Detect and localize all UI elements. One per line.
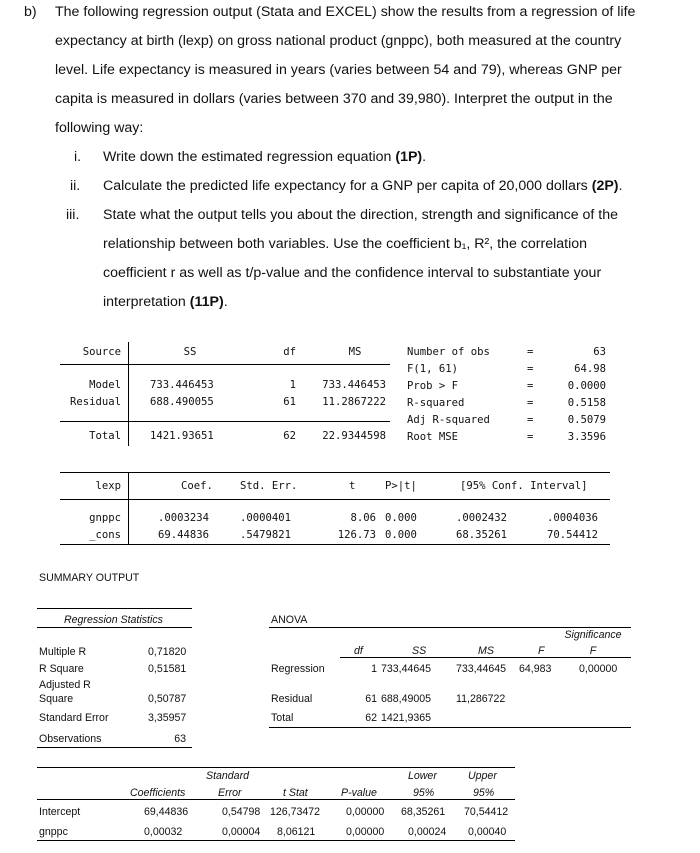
item-text: State what the output tells you about the direction, strength and significance of the <box>103 207 619 223</box>
header-lower-line2: 95% <box>413 787 435 799</box>
stat-value: 0,71820 <box>148 646 187 658</box>
cell-ms: 733,44645 <box>456 663 507 675</box>
divider <box>37 840 515 841</box>
cell-ss: 733,44645 <box>381 663 432 675</box>
stat-value: 0,50787 <box>148 693 187 705</box>
header-p: P>|t| <box>385 480 417 492</box>
divider <box>37 608 192 609</box>
row-label: gnppc <box>89 512 121 524</box>
cell-t: 126,73472 <box>270 806 321 818</box>
intro-line-2: expectancy at birth (lexp) on gross national product (gnppc), both measured at the country <box>55 33 622 49</box>
cell-ci-low: 68.35261 <box>456 529 508 541</box>
header-df: df <box>283 346 296 358</box>
item-number: i. <box>74 149 82 165</box>
header-ms: MS <box>478 645 494 657</box>
cell-ms: 733.446453 <box>322 379 386 391</box>
stat-eq: = <box>527 414 534 426</box>
cell-se: 0,00004 <box>222 826 261 838</box>
cell-p: 0.000 <box>385 529 417 541</box>
cell-p: 0,00000 <box>346 806 385 818</box>
stat-value: 3.3596 <box>567 431 606 443</box>
header-ss: SS <box>183 346 197 358</box>
item-text: coefficient r as well as t/p-value and the confidence interval to substantiate your <box>103 265 602 281</box>
item-text: Write down the estimated regression equation (1P). <box>103 149 427 165</box>
stat-label: R-squared <box>407 397 465 409</box>
summary-title: SUMMARY OUTPUT <box>39 572 140 584</box>
header-coef: Coef. <box>181 480 213 492</box>
divider <box>269 727 631 728</box>
item-number: iii. <box>66 207 80 223</box>
vertical-divider <box>128 342 129 446</box>
cell-ss: 1421,9365 <box>381 712 432 724</box>
intro-line-5: following way: <box>55 120 144 136</box>
header-f: F <box>538 645 545 657</box>
row-label: _cons <box>89 529 121 541</box>
intro-line-3: level. Life expectancy is measured in years (varies between 54 and 79), whereas GNP per <box>55 62 622 78</box>
cell-df: 62 <box>365 712 377 724</box>
divider <box>60 421 390 422</box>
stat-eq: = <box>527 431 534 443</box>
cell-sig: 0,00000 <box>579 663 618 675</box>
divider <box>340 657 631 658</box>
header-upper-line2: 95% <box>473 787 495 799</box>
cell-coef: .0003234 <box>158 512 210 524</box>
row-label: Model <box>89 379 121 391</box>
header-upper-line1: Upper <box>468 770 497 782</box>
divider <box>37 767 515 768</box>
cell-ss: 1421.93651 <box>150 430 214 442</box>
cell-t: 126.73 <box>337 529 376 541</box>
header-se-line1: Standard <box>206 770 249 782</box>
anova-title: ANOVA <box>271 614 308 626</box>
header-t: t <box>349 480 356 492</box>
stat-label: Multiple R <box>39 646 87 658</box>
item-text: Calculate the predicted life expectancy for a GNP per capita of 20,000 dollars (2P). <box>103 178 623 194</box>
row-label: Residual <box>69 396 121 408</box>
stat-label: Prob > F <box>407 380 459 392</box>
stat-label: Square <box>39 693 74 705</box>
cell-df: 1 <box>289 379 296 391</box>
stat-value: 0,51581 <box>148 663 187 675</box>
stat-value: 3,35957 <box>148 712 187 724</box>
cell-df: 62 <box>283 430 296 442</box>
cell-p: 0.000 <box>385 512 417 524</box>
cell-ci-low: .0002432 <box>456 512 508 524</box>
header-coefficients: Coefficients <box>130 787 186 799</box>
stat-label: R Square <box>39 663 84 675</box>
cell-se: 0,54798 <box>222 806 261 818</box>
stat-label: Adjusted R <box>39 679 91 691</box>
stat-label: F(1, 61) <box>407 363 459 375</box>
header-significance-f: F <box>589 645 597 657</box>
cell-t: 8,06121 <box>277 826 316 838</box>
cell-df: 1 <box>371 663 377 675</box>
stat-value: 0.5079 <box>567 414 606 426</box>
stat-label: Number of obs <box>407 346 490 358</box>
cell-ms: 11.2867222 <box>322 396 386 408</box>
stat-value: 0.5158 <box>567 397 606 409</box>
divider <box>37 747 192 748</box>
divider <box>37 799 515 800</box>
row-label: Intercept <box>39 806 81 818</box>
cell-lower: 68,35261 <box>401 806 446 818</box>
header-ms: MS <box>348 346 362 358</box>
row-label: Regression <box>271 663 325 675</box>
stat-value: 63 <box>174 733 186 745</box>
header-pvalue: P-value <box>341 787 377 799</box>
header-significance: Significance <box>564 629 622 641</box>
stat-label: Standard Error <box>39 712 109 724</box>
question-label: b) <box>24 4 37 20</box>
divider <box>60 499 610 500</box>
stat-eq: = <box>527 380 534 392</box>
header-df: df <box>354 645 363 657</box>
vertical-divider <box>128 472 129 544</box>
cell-lower: 0,00024 <box>408 826 447 838</box>
stat-value: 63 <box>593 346 606 358</box>
stat-eq: = <box>527 346 534 358</box>
divider <box>60 472 610 473</box>
header-se-line2: Error <box>218 787 242 799</box>
header-source: Source <box>82 346 121 358</box>
divider <box>37 627 192 628</box>
cell-df: 61 <box>283 396 296 408</box>
cell-p: 0,00000 <box>346 826 385 838</box>
divider <box>269 627 631 628</box>
header-lower-line1: Lower <box>408 770 437 782</box>
divider <box>60 544 610 545</box>
cell-ss: 688.490055 <box>150 396 214 408</box>
intro-line-1: The following regression output (Stata and EXCEL) show the results from a regression of life <box>55 4 636 20</box>
header-tstat: t Stat <box>283 787 308 799</box>
cell-f: 64,983 <box>519 663 552 675</box>
stat-value: 0.0000 <box>567 380 606 392</box>
row-label: gnppc <box>39 826 68 838</box>
cell-upper: 70,54412 <box>464 806 509 818</box>
intro-line-4: capita is measured in dollars (varies between 370 and 39,980). Interpret the output in the <box>55 91 613 107</box>
cell-ms: 22.9344598 <box>322 430 386 442</box>
item-number: ii. <box>70 178 81 194</box>
cell-coef: 0,00032 <box>144 826 183 838</box>
cell-coef: 69,44836 <box>144 806 189 818</box>
stat-value: 64.98 <box>574 363 606 375</box>
cell-upper: 0,00040 <box>468 826 507 838</box>
regression-statistics-title: Regression Statistics <box>64 614 163 626</box>
header-se: Std. Err. <box>240 480 298 492</box>
cell-df: 61 <box>365 693 377 705</box>
cell-ci-high: 70.54412 <box>547 529 599 541</box>
header-ss: SS <box>412 645 427 657</box>
cell-t: 8.06 <box>350 512 376 524</box>
row-label: Total <box>271 712 294 724</box>
cell-ss: 688,49005 <box>381 693 432 705</box>
cell-ms: 11,286722 <box>456 693 506 705</box>
item-text: relationship between both variables. Use the coefficient b₁, R², the correlation <box>103 236 588 252</box>
cell-coef: 69.44836 <box>158 529 210 541</box>
divider <box>60 364 390 365</box>
depvar-label: lexp <box>95 480 121 492</box>
cell-ci-high: .0004036 <box>547 512 599 524</box>
stat-eq: = <box>527 397 534 409</box>
stat-eq: = <box>527 363 534 375</box>
cell-se: .5479821 <box>240 529 292 541</box>
stat-label: Adj R-squared <box>407 414 490 426</box>
item-text: interpretation (11P). <box>103 294 228 310</box>
row-label: Residual <box>271 693 313 705</box>
stat-label: Observations <box>39 733 102 745</box>
cell-ss: 733.446453 <box>150 379 214 391</box>
cell-se: .0000401 <box>240 512 292 524</box>
header-ci: [95% Conf. Interval] <box>460 480 588 492</box>
stat-label: Root MSE <box>407 431 459 443</box>
row-label: Total <box>89 430 121 442</box>
